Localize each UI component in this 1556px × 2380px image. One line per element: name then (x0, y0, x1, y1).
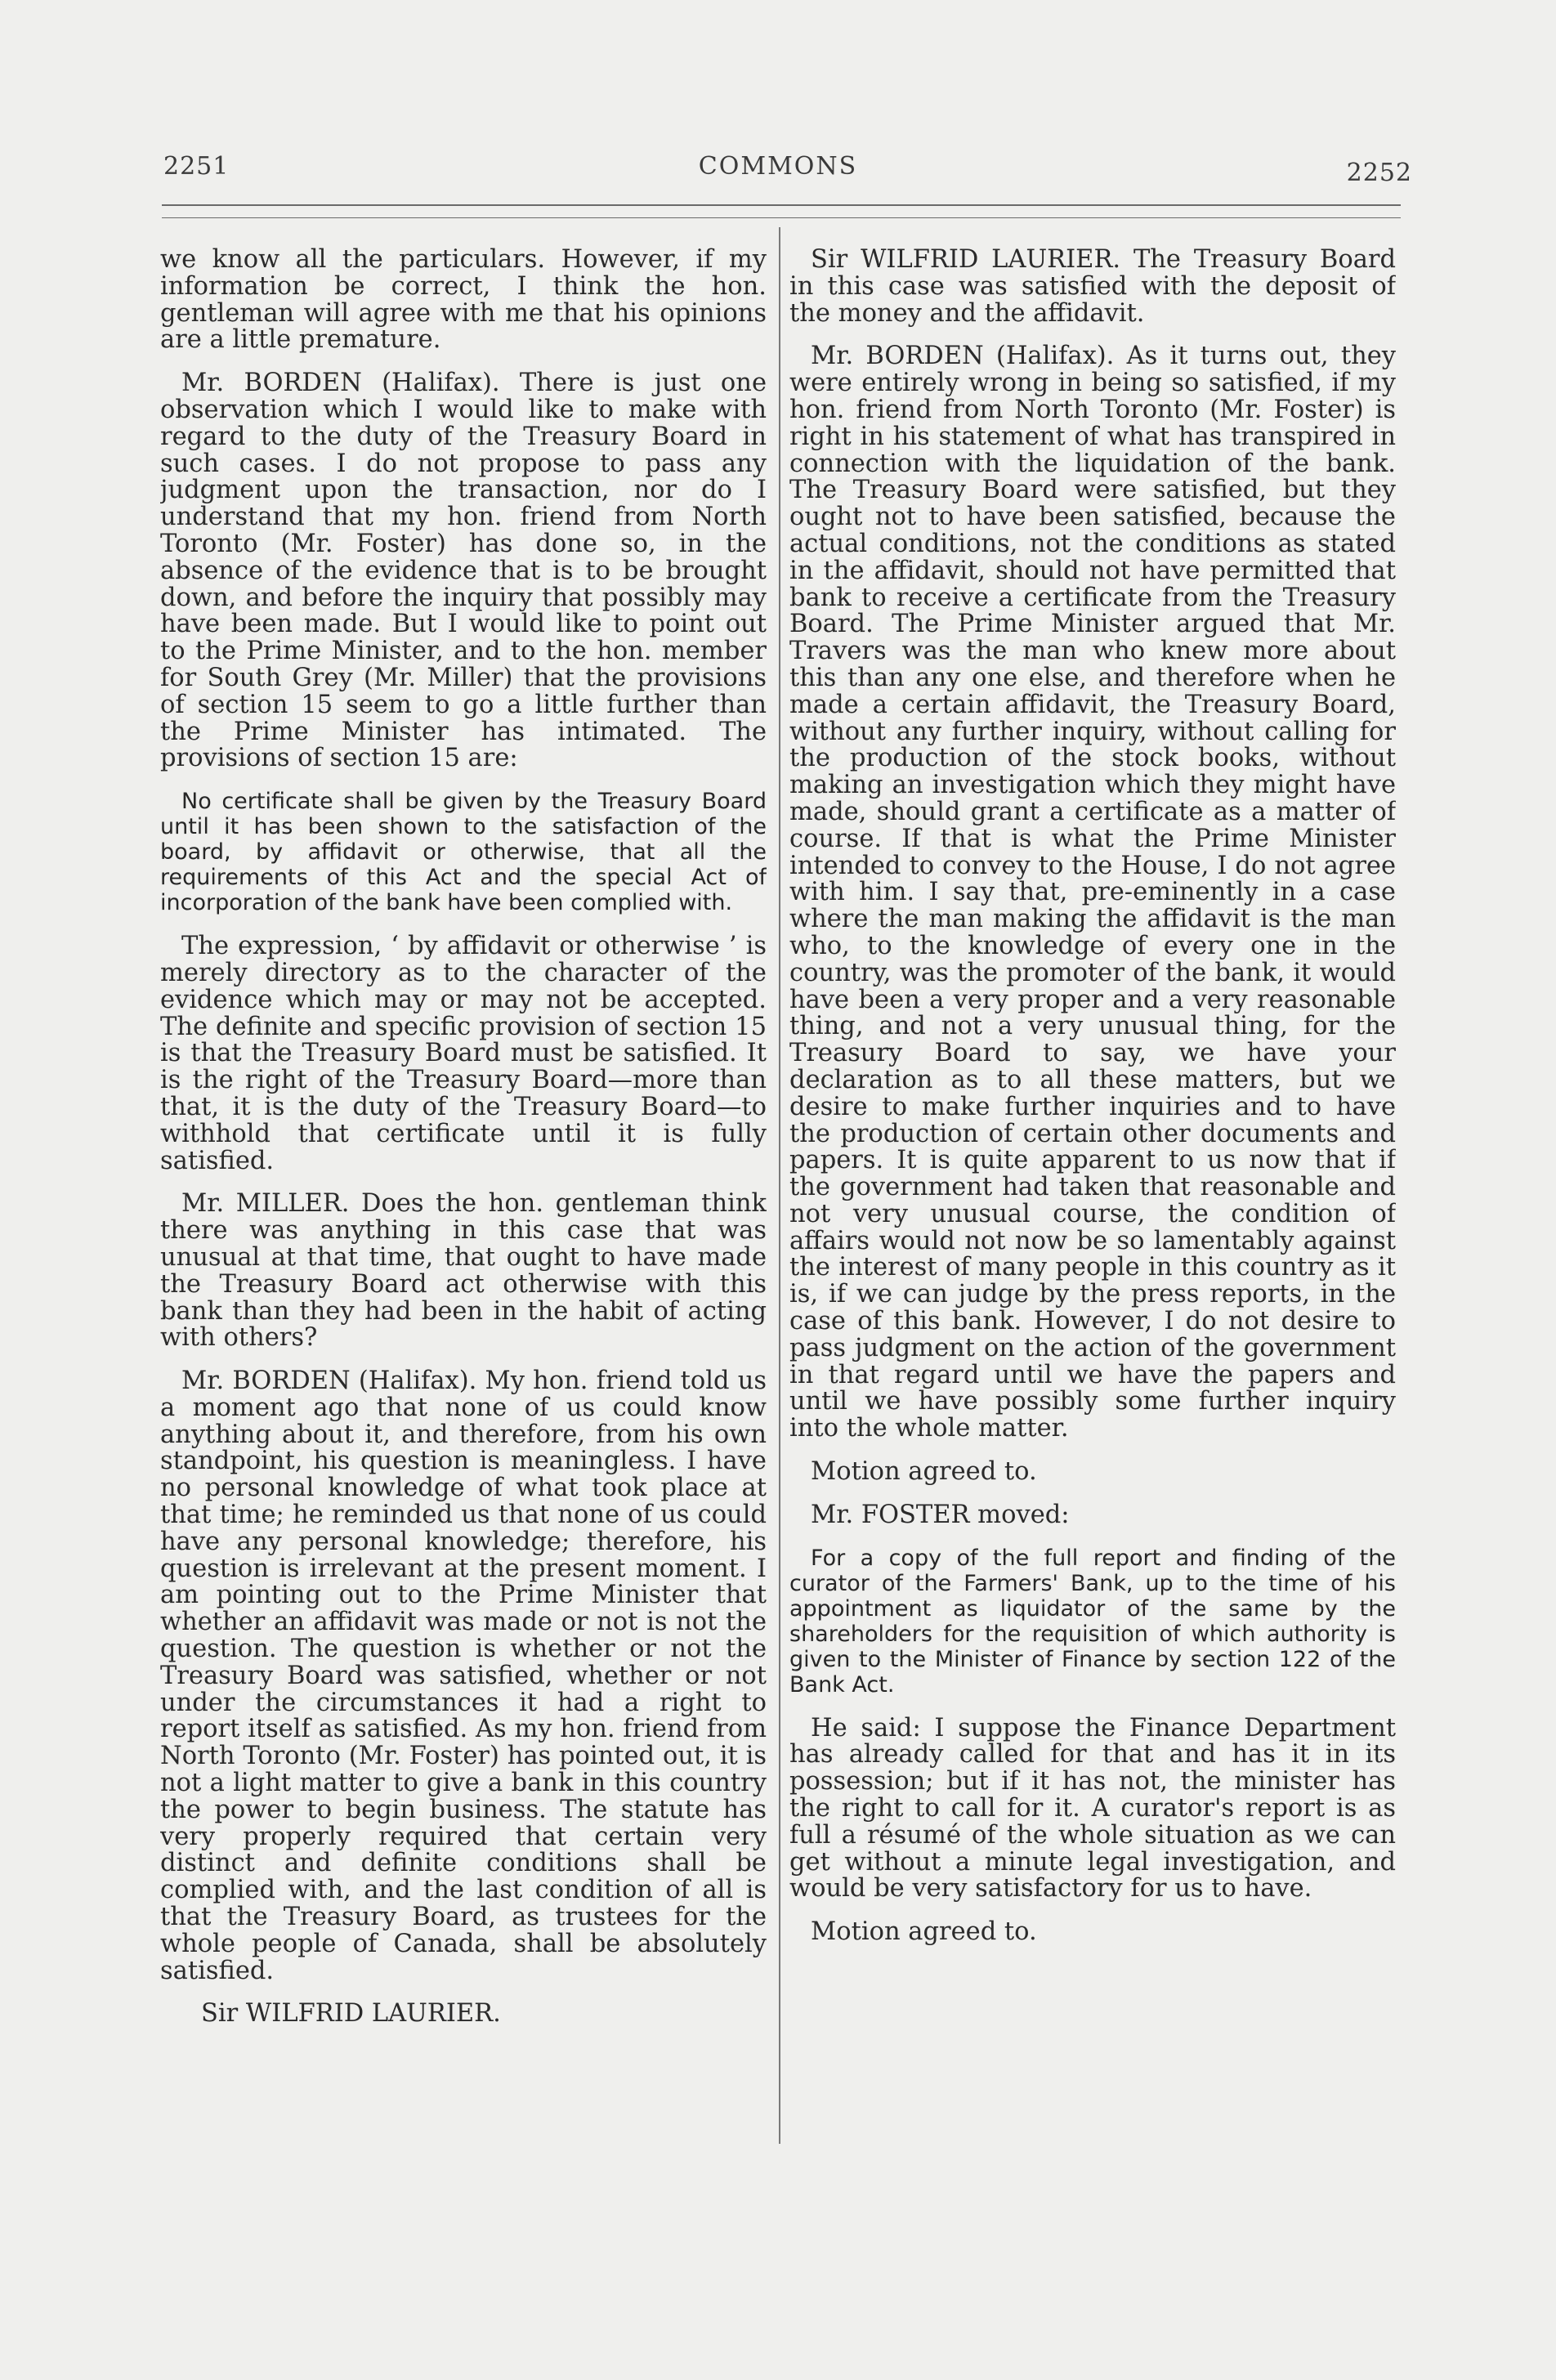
quoted-motion: For a copy of the full report and finding of the curator of the Farmers' Bank, up to the time of his appointment as liquidator of the same by the shareholders for the requisition of which authority is given to the Minister of Finance by section 122 of the Bank Act. (789, 1545, 1396, 1698)
left-page-number: 2251 (163, 152, 230, 181)
paragraph: Sir WILFRID LAURIER. The Treasury Board in this case was satisfied with the deposit of the money and the affidavit. (789, 247, 1396, 328)
header-rule-bottom (162, 217, 1401, 218)
page-header (0, 147, 1556, 188)
paragraph: Mr. BORDEN (Halifax). As it turns out, they were entirely wrong in being so satisfied, if my hon. friend from North Toronto (Mr. Foster) is right in his statement of what has transpired in connection with the liquidation of the bank. The Treasury Board were satisfied, but they ought not to have been satisfied, because the actual conditions, not the conditions as stated in the affidavit, should not have permitted that bank to receive a certificate from the Treasury Board. The Prime Minister argued that Mr. Travers was the man who knew more about this than any one else, and therefore when he made a certain affidavit, the Treasury Board, without any further inquiry, without calling for the production of the stock books, without making an investigation which they might have made, should grant a certificate as a matter of course. If that is what the Prime Minister intended to convey to the House, I do not agree with him. I say that, pre-eminently in a case where the man making the affidavit is the man who, to the knowledge of every one in the country, was the promoter of the bank, it would have been a very proper and a very reasonable thing, and not a very unusual thing, for the Treasury Board to say, we have your declaration as to all these matters, but we desire to make further inquiries and to have the production of certain other documents and papers. It is quite apparent to us now that if the government had taken that reasonable and not very unusual course, the condition of affairs would not now be so lamentably against the interest of many people in this country as it is, if we can judge by the press reports, in the case of this bank. However, I do not desire to pass judgment on the action of the government in that regard until we have the papers and until we have possibly some further inquiry into the whole matter. (789, 342, 1396, 1443)
quoted-provision: No certificate shall be given by the Treasury Board until it has been shown to the satisfaction of the board, by affidavit or otherwise, that all the requirements of this Act and the special Act of incorporation of the bank have been complied with. (160, 789, 767, 916)
paragraph: Mr. MILLER. Does the hon. gentleman think there was anything in this case that was unusual at that time, that ought to have made the Treasury Board act otherwise with this bank than they had been in the habit of acting with others? (160, 1189, 767, 1353)
paragraph: He said: I suppose the Finance Department has already called for that and has it in its possession; but if it has not, the minister has the right to call for it. A curator's report is as full a résumé of the whole situation as we can get without a minute legal investigation, and would be very satisfactory for us to have. (789, 1713, 1396, 1904)
header-rule-top (162, 204, 1401, 206)
paragraph: Mr. BORDEN (Halifax). My hon. friend told us a moment ago that none of us could know anything about it, and therefore, from his own standpoint, his question is meaningless. I have no personal knowledge of what took place at that time; he reminded us that none of us could have any personal knowledge; therefore, his question is irrelevant at the present moment. I am pointing out to the Prime Minister that whether an affidavit was made or not is not the question. The question is whether or not the Treasury Board was satisfied, whether or not under the circumstances it had a right to report itself as satisfied. As my hon. friend from North Toronto (Mr. Foster) has pointed out, it is not a light matter to give a bank in this country the power to begin business. The statute has very properly required that certain very distinct and definite conditions shall be complied with, and the last condition of all is that the Treasury Board, as trustees for the whole people of Canada, shall be absolutely satisfied. (160, 1367, 767, 1985)
motion-line: Motion agreed to. (811, 1917, 1037, 1947)
left-column (160, 247, 767, 2208)
page-title: COMMONS (698, 152, 858, 181)
speaker-line: Sir WILFRID LAURIER. (201, 1999, 501, 2029)
paragraph: Mr. BORDEN (Halifax). There is just one observation which I would like to make with regard to the duty of the Treasury Board in such cases. I do not propose to pass any judgment upon the transaction, nor do I understand that my hon. friend from North Toronto (Mr. Foster) has done so, in the absence of the evidence that is to be brought down, and before the inquiry that possibly may have been made. But I would like to point out to the Prime Minister, and to the hon. member for South Grey (Mr. Miller) that the provisions of section 15 seem to go a little further than the Prime Minister has intimated. The provisions of section 15 are: (160, 369, 767, 773)
right-page-number: 2252 (1346, 159, 1412, 187)
column-divider (779, 227, 780, 2144)
paragraph: we know all the particulars. However, if my information be correct, I think the hon. gentleman will agree with me that his opinions are a little premature. (160, 247, 767, 355)
motion-line: Mr. FOSTER moved: (811, 1500, 1070, 1529)
paragraph: The expression, ‘ by affidavit or otherwise ’ is merely directory as to the character of the evidence which may or may not be accepted. The definite and specific provision of section 15 is that the Treasury Board must be satisfied. It is the right of the Treasury Board—more than that, it is the duty of the Treasury Board—to withhold that certificate until it is fully satisfied. (160, 932, 767, 1175)
right-column (789, 247, 1396, 2208)
motion-line: Motion agreed to. (811, 1457, 1037, 1487)
